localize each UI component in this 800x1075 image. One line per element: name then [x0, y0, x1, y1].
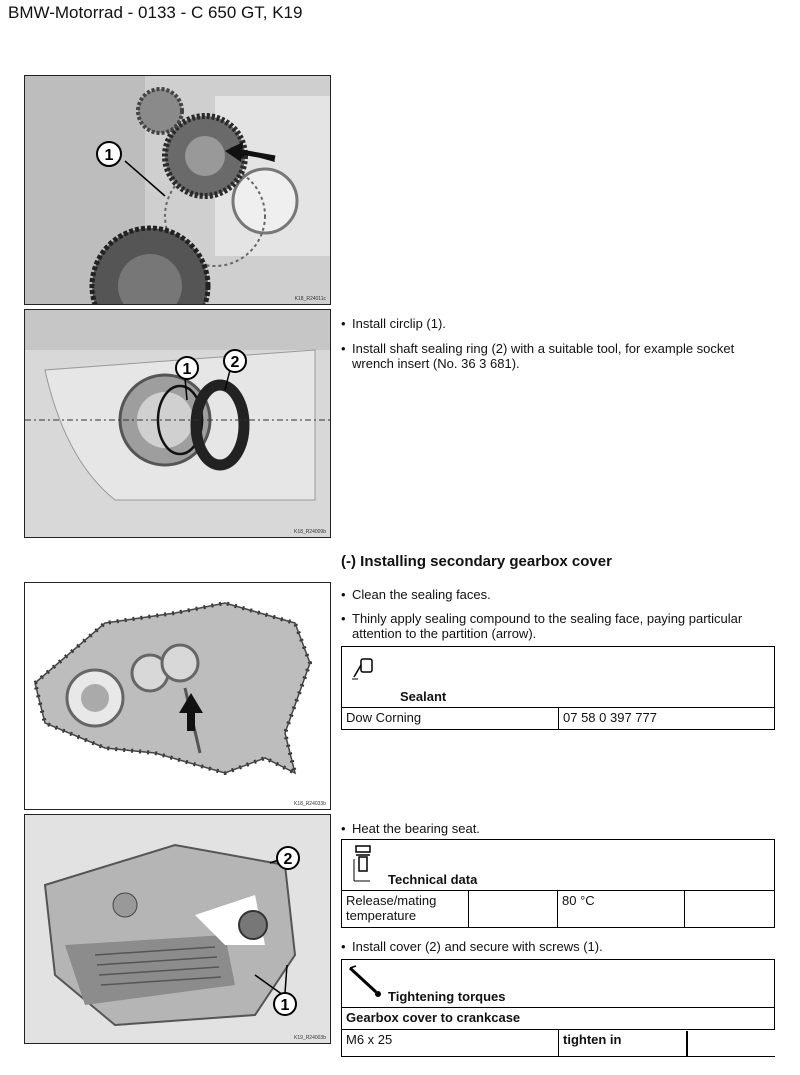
bullet-icon: •: [341, 611, 346, 626]
cover-illustration: [25, 583, 330, 809]
callout-label: 2: [230, 354, 240, 371]
bullet-icon: •: [341, 341, 346, 356]
sealant-title: Sealant: [400, 689, 447, 704]
step-text: Clean the sealing faces.: [352, 587, 491, 602]
technical-label: Release/mating temperature: [342, 891, 469, 928]
callout-label: 1: [280, 997, 290, 1014]
figure-caption: K19_R24003b: [294, 1035, 326, 1041]
step-item: [341, 611, 761, 641]
step-item: [341, 939, 761, 954]
seal-illustration: [25, 310, 330, 537]
figure-caption: K18_R24011c: [294, 296, 326, 302]
figure-circlip-seal: [24, 309, 331, 538]
torque-wrench-icon: [346, 964, 386, 998]
step-text: Thinly apply sealing compound to the sealing face, paying particular attention to the partition (arrow).: [352, 611, 743, 641]
step-text: Heat the bearing seat.: [352, 821, 480, 836]
step-text: Install shaft sealing ring (2) with a suitable tool, for example socket wrench insert (No. 36 3 681).: [352, 341, 735, 371]
sealant-table: [341, 646, 775, 730]
torque-title: Tightening torques: [388, 989, 506, 1004]
callout-label: 1: [182, 361, 192, 378]
torque-note: tighten in: [559, 1030, 775, 1057]
empty-cell: [685, 891, 775, 928]
figure-caption: K18_R24009b: [294, 529, 326, 535]
bullet-icon: •: [341, 821, 346, 836]
bullet-icon: •: [341, 316, 346, 331]
gear-illustration: [25, 76, 330, 304]
step-text: Install cover (2) and secure with screws (1).: [352, 939, 603, 954]
sealant-part-number: 07 58 0 397 777: [559, 708, 775, 730]
bullet-icon: •: [341, 939, 346, 954]
step-text: Install circlip (1).: [352, 316, 446, 331]
divider: [686, 1031, 688, 1056]
figure-gearbox-cover: [24, 582, 331, 810]
torque-subtitle: Gearbox cover to crankcase: [342, 1008, 775, 1030]
step-item: [341, 587, 761, 602]
torque-screw: M6 x 25: [342, 1030, 559, 1057]
callout-label: 2: [283, 851, 293, 868]
step-item: [341, 316, 761, 331]
step-item: [341, 821, 761, 836]
torque-table: [341, 959, 775, 1057]
figure-cover-installed: [24, 814, 331, 1044]
bullet-icon: •: [341, 587, 346, 602]
piston-icon: [350, 843, 376, 885]
empty-cell: [469, 891, 558, 928]
technical-data-title: Technical data: [388, 872, 478, 887]
step-item: [341, 341, 761, 371]
technical-value: 80 °C: [558, 891, 685, 928]
sealant-tube-icon: [350, 655, 376, 681]
section-heading: (-) Installing secondary gearbox cover: [341, 553, 612, 570]
figure-gear-assembly: [24, 75, 331, 305]
cover-installed-illustration: [25, 815, 330, 1043]
page-title: BMW-Motorrad - 0133 - C 650 GT, K19: [8, 3, 303, 22]
callout-label: 1: [104, 147, 114, 164]
figure-caption: K18_R24033b: [294, 801, 326, 807]
sealant-name: Dow Corning: [342, 708, 559, 730]
technical-data-table: [341, 839, 775, 928]
